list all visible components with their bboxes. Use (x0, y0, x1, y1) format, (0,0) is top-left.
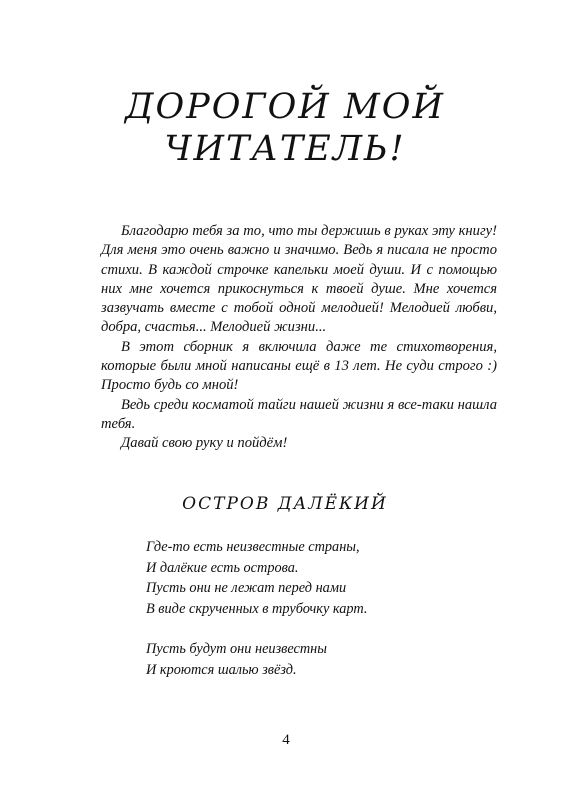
poem-body (146, 537, 476, 700)
poem-stanza (146, 639, 476, 680)
page-title (110, 86, 460, 170)
poem-line: Пусть они не лежат перед нами (146, 580, 347, 596)
page-title-line: ДОРОГОЙ МОЙ (125, 87, 445, 127)
page-title-line: ЧИТАТЕЛЬ! (164, 129, 406, 169)
poem-line: В виде скрученных в трубочку карт. (146, 600, 368, 617)
intro-text (101, 222, 497, 454)
intro-paragraph: Ведь среди косматой тайги нашей жизни я все-таки нашла тебя. (101, 396, 497, 432)
intro-paragraph: Благодарю тебя за то, что ты держишь в руках эту книгу! Для меня это очень важно и значимо. Ведь я писала не просто стихи. В каждой строчке капельки моей души. И с помощью них мне хочется прикоснуться к твоей душе. Мне хочется зазвучать вместе с тобой одной мелодией! Мелодией любви, добра, счастья... Мелодией жизни... (101, 223, 497, 336)
page-number: 4 (282, 732, 290, 748)
poem-line: Пусть будут они неизвестны (146, 641, 327, 657)
poem-line: Где-то есть неизвестные страны, (146, 539, 360, 555)
intro-paragraph: Давай свою руку и пойдём! (121, 435, 288, 452)
poem-line: И кроются шалью звёзд. (146, 661, 297, 678)
poem-line: И далёкие есть острова. (146, 559, 299, 576)
intro-paragraph: В этот сборник я включила даже те стихотворения, которые были мной написаны ещё в 13 лет. Не суди строго :) Просто будь со мной! (101, 338, 497, 394)
poem-stanza (146, 537, 476, 619)
poem-title: ОСТРОВ ДАЛЁКИЙ (182, 494, 388, 514)
